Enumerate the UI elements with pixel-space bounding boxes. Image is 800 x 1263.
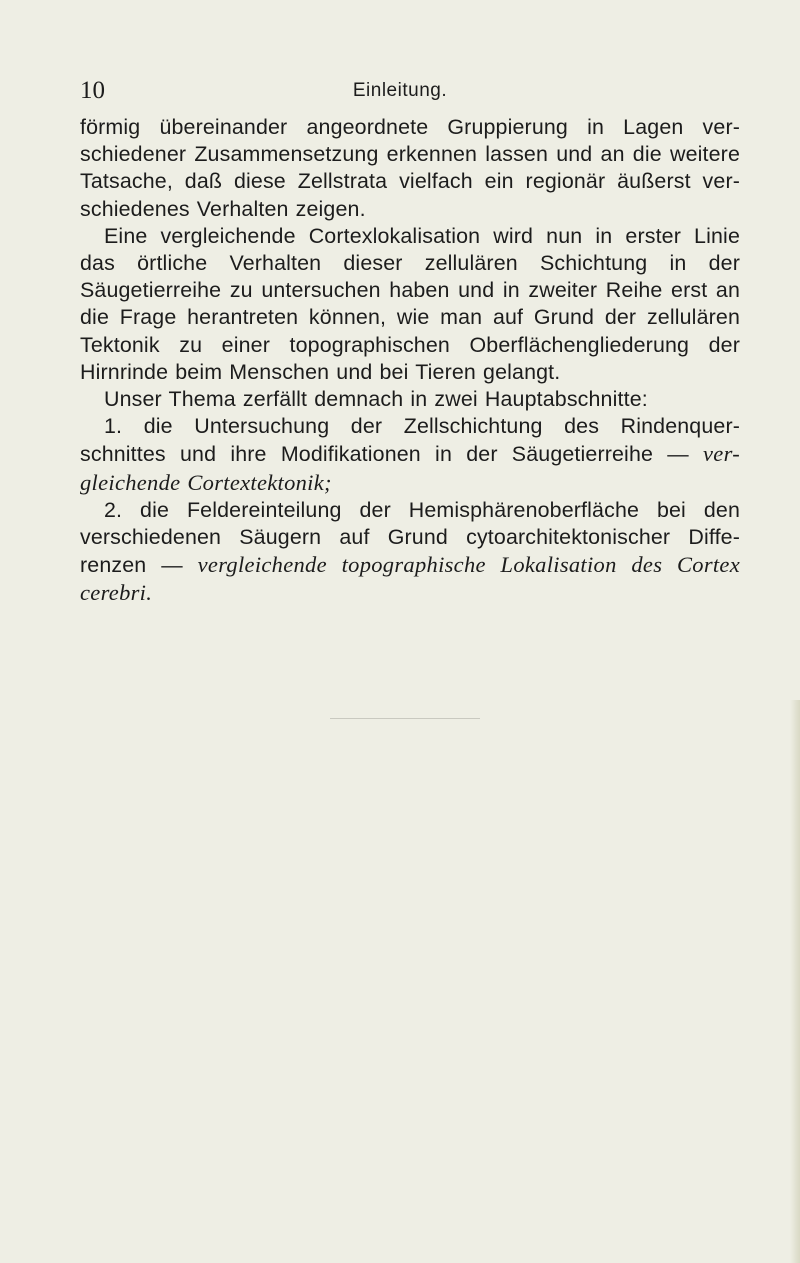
running-head: Einleitung. — [352, 80, 448, 101]
list-item-2-italic: vergleichende topographische Lokalisation des Cortex cerebri. — [80, 552, 741, 606]
page-header — [60, 62, 740, 102]
page-number: 10 — [80, 77, 105, 104]
paragraph-2 — [80, 223, 740, 386]
paragraph-3 — [80, 386, 740, 413]
list-item-1-italic: ver- gleichende Cortextektonik; — [80, 441, 740, 495]
paragraph-1-text: förmig übereinander angeordnete Gruppierung in Lagen ver- schiedener Zusammensetzung erkennen lassen und an die weitere Tatsache, daß diese Zellstrata vielfach ein regionär äußerst ver- schiedenes Verhalten zeigen. — [80, 115, 740, 221]
paragraph-1 — [80, 114, 740, 223]
page-edge-shadow — [790, 700, 800, 1263]
list-item-2-text: 2. die Feldereinteilung der Hemisphärenoberfläche bei den verschiedenen Säugern auf Grund cytoarchitektonischer Diffe- renzen — — [80, 497, 740, 578]
paragraph-2-text: Eine vergleichende Cortexlokalisation wird nun in erster Linie das örtliche Verhalten dieser zellulären Schichtung in der Säugetierreihe zu untersuchen haben und in zweiter Reihe erst an die Frage herantreten können, wie man auf Grund der zellulären Tektonik zu einer topographischen Oberflächengliederung der Hirnrinde beim Menschen und bei Tieren gelangt. — [80, 223, 740, 384]
list-item-2 — [80, 497, 740, 608]
divider-line — [330, 718, 480, 719]
list-item-1 — [80, 413, 740, 497]
list-item-1-text: 1. die Untersuchung der Zellschichtung des Rindenquer- schnittes und ihre Modifikationen in der Säugetierreihe — — [80, 414, 740, 467]
body-text — [80, 114, 740, 608]
paragraph-3-text: Unser Thema zerfällt demnach in zwei Hauptabschnitte: — [104, 387, 648, 412]
